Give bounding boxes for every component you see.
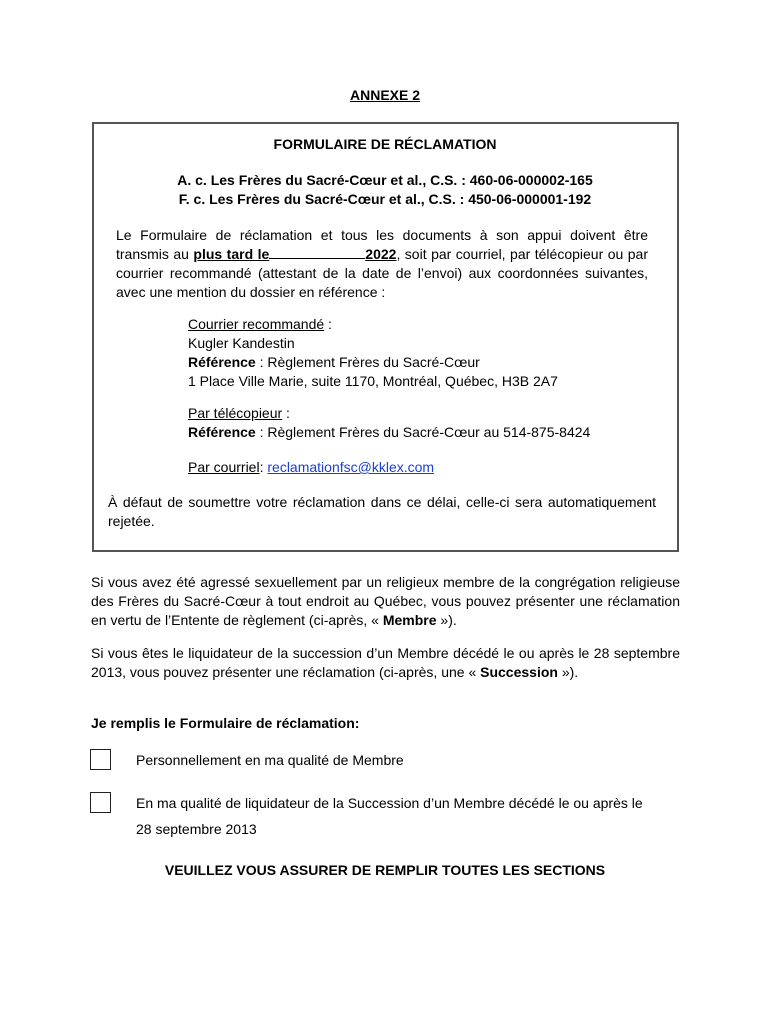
recipient-name: Kugler Kandestin: [188, 335, 295, 351]
claim-question: Je remplis le Formulaire de réclamation:: [91, 715, 360, 731]
registered-mail-block: [188, 315, 558, 391]
member-text-start: Si vous avez été agressé sexuellement par un religieux membre de la congrégation religieuse des Frères du Sacré-Cœur à tout endroit au Québec, vous pouvez présenter une réclamation en vertu de l’Entente de règlement (ci-après, «: [91, 574, 680, 628]
case-reference-2: F. c. Les Frères du Sacré-Cœur et al., C.S. : 450-06-000001-192: [178, 191, 592, 207]
closing-instruction: VEUILLEZ VOUS ASSURER DE REMPLIR TOUTES LES SECTIONS: [164, 862, 606, 878]
intro-text-start: Le Formulaire de réclamation et tous les documents à son appui doivent être transmis au: [116, 227, 648, 262]
fax-block: [188, 404, 590, 442]
succession-checkbox[interactable]: [90, 792, 111, 813]
rejection-warning: À défaut de soumettre votre réclamation dans ce délai, celle-ci sera automatiquement rejetée.: [108, 494, 656, 529]
succession-term: Succession: [480, 664, 558, 680]
member-text-end: »).: [436, 612, 457, 628]
case-reference-1: A. c. Les Frères du Sacré-Cœur et al., C.S. : 460-06-000002-165: [177, 172, 593, 188]
email-link[interactable]: reclamationfsc@kklex.com: [267, 459, 435, 475]
form-title: FORMULAIRE DE RÉCLAMATION: [273, 136, 497, 152]
email-separator: :: [259, 459, 268, 475]
email-block: [188, 458, 434, 477]
succession-option-line-2: 28 septembre 2013: [136, 821, 257, 837]
fax-reference-value: : Règlement Frères du Sacré-Cœur au 514-875-8424: [255, 424, 591, 440]
member-paragraph: [91, 573, 680, 630]
succession-text-start: Si vous êtes le liquidateur de la succession d’un Membre décédé le ou après le 28 septembre 2013, vous pouvez présenter une réclamation (ci-après, une «: [91, 645, 680, 680]
deadline-label: plus tard le: [193, 246, 270, 262]
registered-mail-colon: :: [324, 316, 332, 332]
mail-address: 1 Place Ville Marie, suite 1170, Montréal, Québec, H3B 2A7: [188, 373, 558, 389]
deadline-blank[interactable]: [269, 246, 365, 262]
member-term: Membre: [382, 612, 437, 628]
annex-heading: ANNEXE 2: [349, 87, 421, 103]
member-checkbox[interactable]: [90, 749, 111, 770]
intro-text-end: , soit par courriel, par télécopieur ou par courrier recommandé (attestant de la date de l’envoi) aux coordonnées suivantes, avec une mention du dossier en référence :: [116, 246, 648, 300]
email-label: Par courriel: [188, 459, 260, 475]
submission-instructions: [116, 226, 648, 302]
fax-reference-label: Référence: [188, 424, 256, 440]
succession-option-label: [136, 790, 643, 842]
member-option-label: Personnellement en ma qualité de Membre: [136, 752, 404, 768]
mail-reference-value: : Règlement Frères du Sacré-Cœur: [255, 354, 480, 370]
mail-reference-label: Référence: [188, 354, 256, 370]
deadline-year: 2022: [365, 246, 397, 262]
fax-colon: :: [282, 405, 290, 421]
fax-label: Par télécopieur: [188, 405, 283, 421]
registered-mail-label: Courrier recommandé: [188, 316, 325, 332]
succession-text-end: »).: [557, 664, 579, 680]
succession-paragraph: [91, 644, 680, 682]
succession-option-line-1: En ma qualité de liquidateur de la Succession d’un Membre décédé le ou après le: [136, 795, 643, 811]
